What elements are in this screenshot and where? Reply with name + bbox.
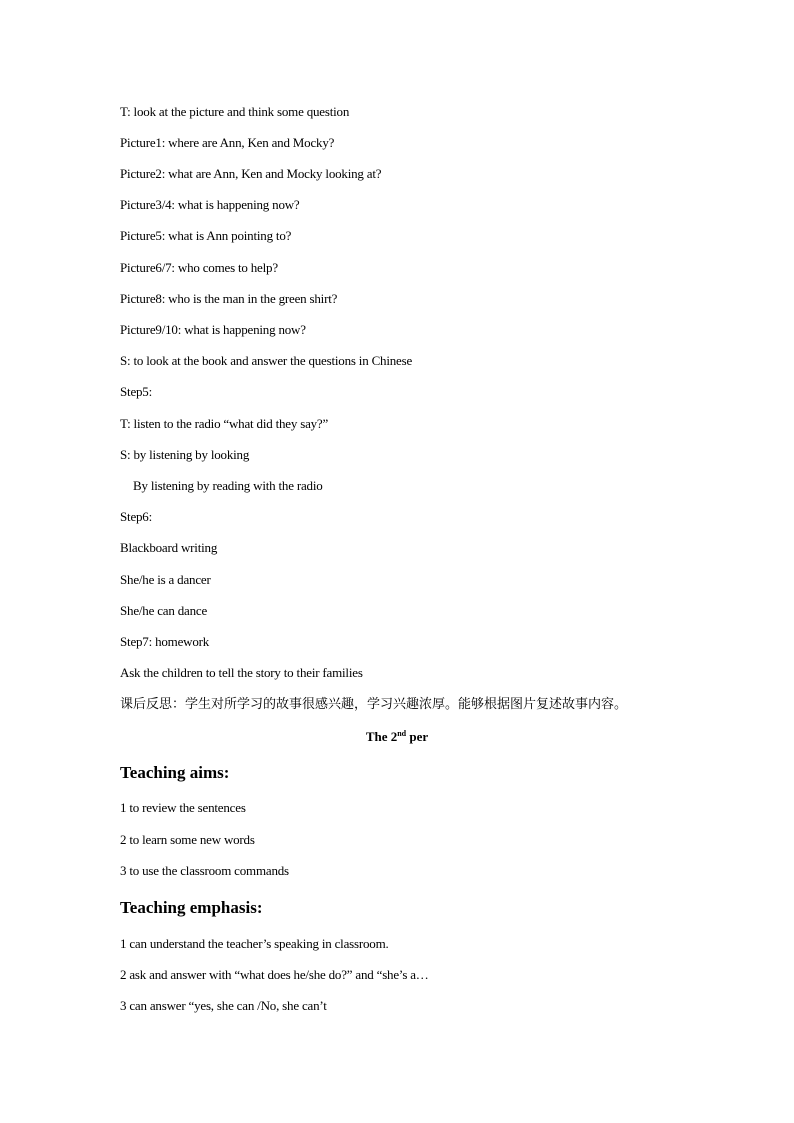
lesson-line: Step7: homework <box>120 634 210 649</box>
lesson-line: S: to look at the book and answer the questions in Chinese <box>120 353 413 368</box>
lesson-line: Picture8: who is the man in the green shirt? <box>120 291 338 306</box>
teaching-emphasis-item: 2 ask and answer with “what does he/she do?” and “she’s a… <box>120 967 429 982</box>
lesson-line: Picture3/4: what is happening now? <box>120 197 300 212</box>
period-title-suffix: per <box>406 729 429 744</box>
lesson-line: T: look at the picture and think some question <box>120 104 350 119</box>
lesson-line: Picture6/7: who comes to help? <box>120 260 278 275</box>
teaching-emphasis-item: 1 can understand the teacher’s speaking in classroom. <box>120 936 389 951</box>
lesson-line: Picture1: where are Ann, Ken and Mocky? <box>120 135 335 150</box>
lesson-line: Step5: <box>120 384 153 399</box>
lesson-line: She/he is a dancer <box>120 572 211 587</box>
period-title-prefix: The 2 <box>365 729 398 744</box>
period-title-superscript: nd <box>397 729 407 738</box>
period-title <box>0 729 794 745</box>
lesson-line: S: by listening by looking <box>120 447 250 462</box>
teaching-emphasis-item: 3 can answer “yes, she can /No, she can’t <box>120 998 327 1013</box>
reflection-text: 课后反思：学生对所学习的故事很感兴趣，学习兴趣浓厚。能够根据图片复述故事内容。 <box>120 697 628 712</box>
lesson-line: Ask the children to tell the story to their families <box>120 665 363 680</box>
lesson-line: She/he can dance <box>120 603 208 618</box>
lesson-line: Picture2: what are Ann, Ken and Mocky looking at? <box>120 166 382 181</box>
teaching-aims-item: 1 to review the sentences <box>120 800 246 815</box>
teaching-emphasis-heading: Teaching emphasis: <box>120 898 263 917</box>
lesson-line: Picture9/10: what is happening now? <box>120 322 306 337</box>
lesson-line: Step6: <box>120 509 153 524</box>
teaching-aims-item: 3 to use the classroom commands <box>120 863 289 878</box>
lesson-line: By listening by reading with the radio <box>133 478 323 493</box>
lesson-line: Picture5: what is Ann pointing to? <box>120 228 292 243</box>
teaching-aims-item: 2 to learn some new words <box>120 832 255 847</box>
lesson-line: T: listen to the radio “what did they say?” <box>120 416 329 431</box>
teaching-aims-heading: Teaching aims: <box>120 763 230 782</box>
lesson-line: Blackboard writing <box>120 540 218 555</box>
